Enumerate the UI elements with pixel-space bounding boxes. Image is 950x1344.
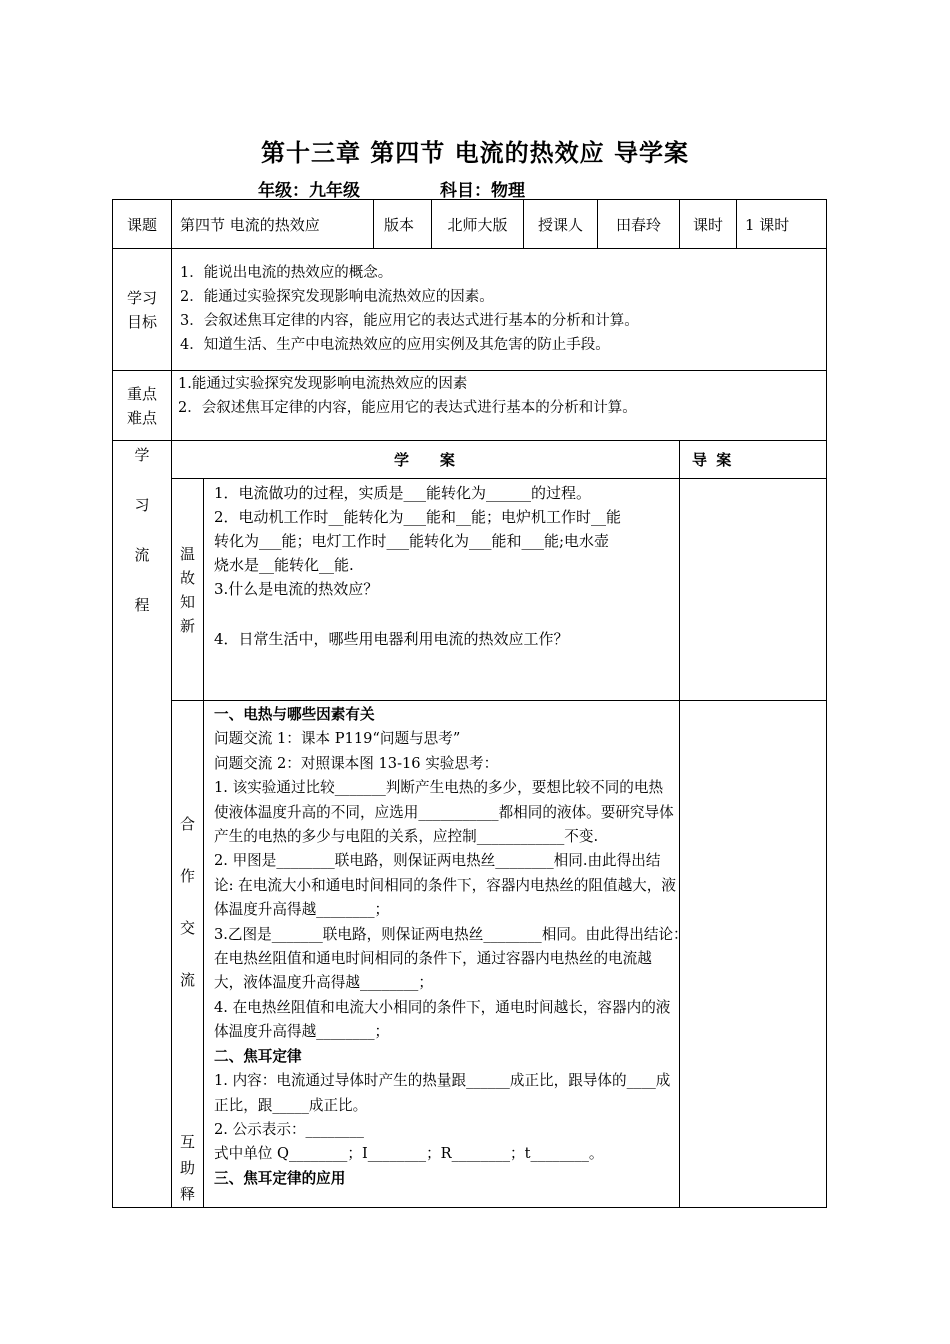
key-point-item: 1.能通过实验探究发现影响电流热效应的因素 [178,376,468,392]
cooperation-line: 论: 在电流大小和通电时间相同的条件下，容器内电热丝的阻值越大，液 [214,876,676,894]
review-line: 3.什么是电流的热效应？ [214,580,379,598]
cooperation-row [113,701,827,1208]
key-points-row [113,371,827,441]
edition-value: 北师大版 [432,200,524,249]
process-label [113,441,172,1208]
topic-value: 第四节 电流的热效应 [172,200,374,249]
cooperation-line: 1. 该实验通过比较_______判断产生电热的多少，要想比较不同的电热 [214,779,664,797]
section-heading: 三、焦耳定律的应用 [214,1169,346,1187]
review-label-char: 新 [179,616,195,635]
key-point-item: 2．会叙述焦耳定律的内容，能应用它的表达式进行基本的分析和计算。 [178,400,637,416]
cooperation-line: 问题交流 2：对照课本图 13-16 实验思考： [214,754,499,772]
section-heading: 二、焦耳定律 [214,1047,302,1065]
objective-item: 1．能说出电流的热效应的概念。 [180,265,393,281]
cooperation-line: 体温度升高得越________； [214,901,390,919]
objectives-label-line-2: 目标 [126,312,157,331]
objectives-row [113,249,827,371]
cooperation-line: 3.乙图是_______联电路，则保证两电热丝________相同。由此得出结论： [214,925,688,943]
lesson-plan-table [112,199,827,1208]
objectives-label [113,249,172,371]
review-line: 4．日常生活中，哪些用电器利用电流的热效应工作？ [214,630,569,648]
guide-header: 导 案 [680,441,827,479]
mutual-label-char: 释 [179,1185,195,1203]
review-label-char: 温 [179,544,195,563]
cooperation-line: 1. 内容：电流通过导体时产生的热量跟______成正比，跟导体的____成 [214,1072,671,1090]
review-label [172,479,204,701]
objective-item: 3．会叙述焦耳定律的内容，能应用它的表达式进行基本的分析和计算。 [180,313,639,329]
study-header-text: 学 案 [394,451,457,469]
cooperation-label-char: 作 [179,867,195,885]
key-points-label [113,371,172,441]
key-points-label-line-2: 难点 [126,408,157,427]
cooperation-label [172,701,204,1208]
subject-label: 科目：物理 [440,181,525,201]
cooperation-line: 式中单位 Q________；I________；R________；t________。 [214,1145,604,1163]
review-label-char: 知 [179,592,195,611]
process-label-char: 流 [134,546,150,564]
objective-item: 4．知道生活、生产中电流热效应的应用实例及其危害的防止手段。 [180,337,610,353]
cooperation-line: 2. 公示表示：________ [214,1120,364,1138]
review-line: 2．电动机工作时__能转化为___能和__能；电炉机工作时__能 [214,508,622,526]
study-header [172,441,680,479]
review-row [113,479,827,701]
page-title: 第十三章 第四节 电流的热效应 导学案 [260,139,690,167]
review-spacer [214,601,673,627]
process-label-char: 程 [134,596,150,614]
cooperation-line: 产生的电热的多少与电阻的关系，应控制____________不变. [214,828,599,846]
cooperation-line: 在电热丝阻值和通电时间相同的条件下，通过容器内电热丝的电流越 [214,950,652,968]
hours-label: 课时 [680,200,737,249]
cooperation-line: 大，液体温度升高得越________； [214,974,433,992]
cooperation-guide-cell [680,701,827,1208]
cooperation-content [204,701,688,1208]
edition-label: 版本 [374,200,432,249]
process-header-row [113,441,827,479]
objective-item: 2．能通过实验探究发现影响电流热效应的因素。 [180,289,494,305]
review-line: 烧水是__能转化__能. [214,556,354,574]
key-points-content [172,371,827,441]
review-guide-cell [680,479,827,701]
review-line: 1．电流做功的过程，实质是___能转化为______的过程。 [214,484,592,502]
objectives-label-line-1: 学习 [126,288,157,307]
hours-value: 1 课时 [737,200,827,249]
cooperation-line: 体温度升高得越________； [214,1023,390,1041]
topic-label: 课题 [113,200,172,249]
process-label-char: 习 [134,496,150,514]
teacher-value: 田春玲 [598,200,680,249]
cooperation-line: 问题交流 1：课本 P119“问题与思考” [214,730,461,748]
section-heading: 一、电热与哪些因素有关 [214,706,375,723]
cooperation-label-char: 交 [179,919,195,937]
mutual-label-char: 互 [179,1133,195,1151]
grade-label: 年级：九年级 [258,181,360,201]
mutual-label-char: 助 [179,1159,195,1177]
cooperation-line: 使液体温度升高的不同，应选用___________都相同的液体。要研究导体 [214,803,674,821]
objectives-content [172,249,827,371]
teacher-label: 授课人 [524,200,598,249]
cooperation-label-char: 流 [179,971,195,989]
process-label-char: 学 [134,446,150,464]
cooperation-line: 正比，跟_____成正比。 [214,1096,368,1114]
review-label-char: 故 [179,568,195,587]
info-row [113,200,827,249]
cooperation-line: 4. 在电热丝阻值和电流大小相同的条件下，通电时间越长，容器内的液 [214,998,671,1016]
cooperation-line: 2. 甲图是________联电路，则保证两电热丝________相同.由此得出结 [214,852,661,870]
review-line: 转化为___能；电灯工作时___能转化为___能和___能;电水壶 [214,532,610,550]
review-content [204,479,680,701]
cooperation-label-char: 合 [179,815,195,833]
key-points-label-line-1: 重点 [126,384,157,403]
